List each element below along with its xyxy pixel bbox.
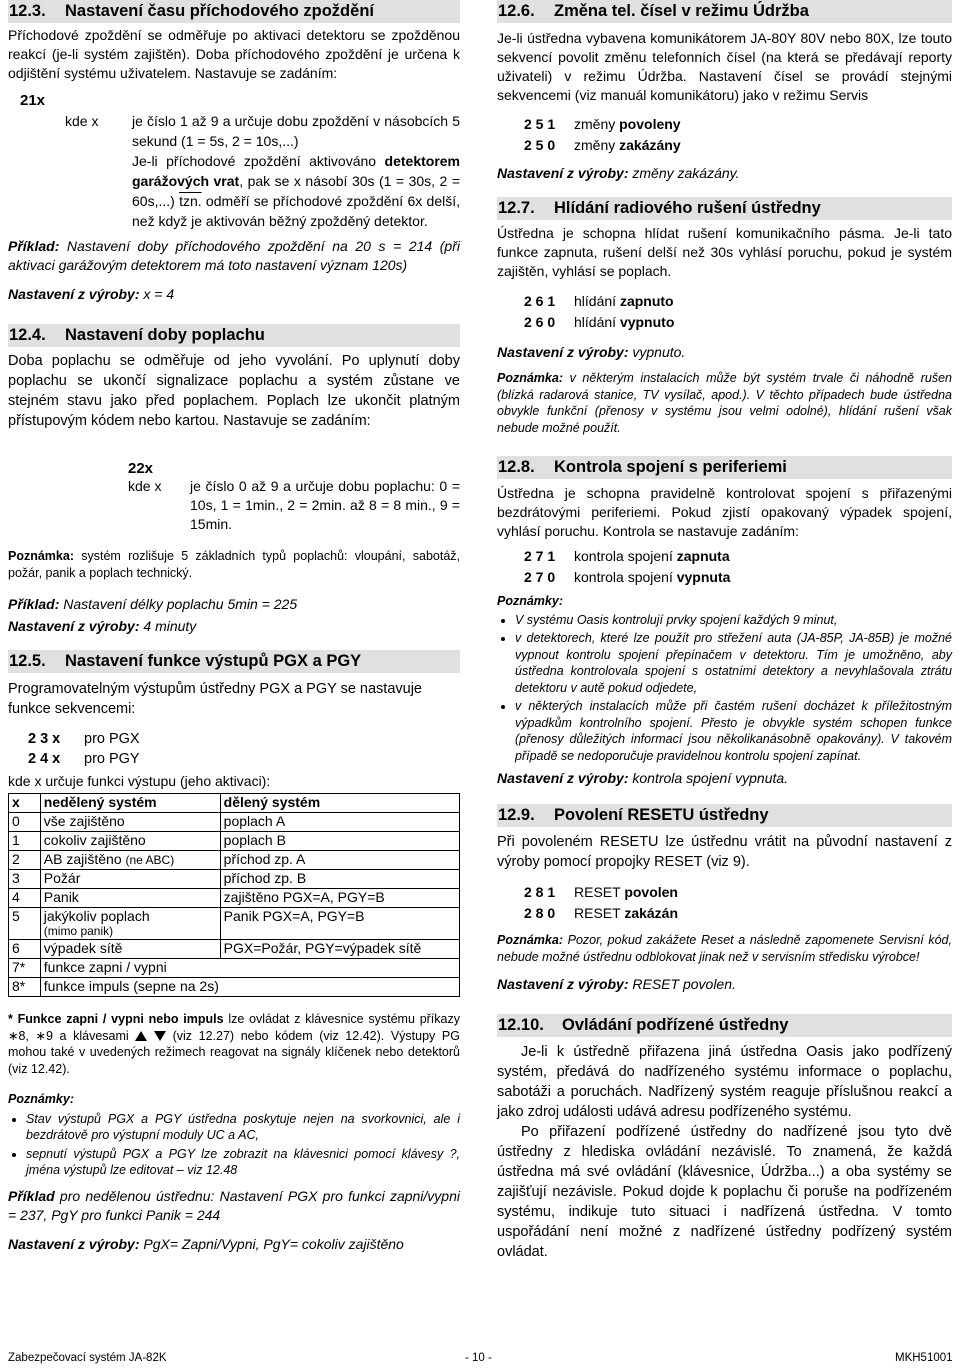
code-value: 2 8 0 [524, 905, 556, 921]
table-cell: funkce zapni / vypni [40, 959, 459, 978]
table-cell: Panik PGX=A, PGY=B [220, 908, 459, 940]
section-12-8-heading [497, 456, 952, 479]
code-desc [574, 903, 678, 924]
section-12-9-codes [524, 882, 952, 924]
section-12-7-factory [497, 343, 952, 362]
section-12-5-factory [8, 1235, 460, 1254]
section-12-10-paragraph-2: Po přiřazení podřízené ústředny do nadřízené jsou tyto dvě ústředny z hlediska ovládání nezávislé. To znamená, že každá ústředna má své ovládání (klávesnice, Údržba...) a oba systémy se zajišťují nezávisle. Pokud dojde k poplachu či poruše na podřízeném systému, indikuje tuto situaci i nadřízená ústředna. V tomto uspořádání není možné z nadřízené ústředny podřízený systém ovládat. [497, 1124, 952, 1260]
star-footnote-bold: * Funkce zapni / vypni nebo impuls [8, 1012, 224, 1026]
section-number: 12.8. [498, 458, 535, 476]
garage-note-part: tzn. [179, 193, 202, 209]
section-12-4-factory [8, 617, 460, 636]
section-12-6-codes [524, 114, 952, 156]
left-column [8, 0, 460, 1254]
table-row [9, 889, 460, 908]
table-cell: vše zajištěno [40, 813, 220, 832]
table-cell: zajištěno PGX=A, PGY=B [220, 889, 459, 908]
list-item: • V systému Oasis kontrolují prvky spojení každých 9 minut, [515, 612, 952, 629]
code-desc-text: změny [574, 137, 620, 153]
code-value: 2 7 0 [524, 569, 556, 585]
section-12-3-heading [8, 0, 460, 23]
cell-small-text: (mimo panik) [43, 924, 114, 938]
code-desc-text: kontrola spojení [574, 548, 677, 564]
table-cell [40, 908, 220, 940]
section-title: Změna tel. čísel v režimu Údržba [554, 2, 809, 20]
table-cell: výpadek sítě [40, 940, 220, 959]
table-row [9, 908, 460, 940]
section-12-9-note [497, 932, 952, 965]
section-title: Ovládání podřízené ústředny [562, 1016, 789, 1034]
section-12-3-definition [8, 111, 460, 231]
section-12-5-heading [8, 650, 460, 673]
section-12-6-intro: Je-li ústředna vybavena komunikátorem JA-80Y 80V nebo 80X, lze touto sekvencí povolit změnu telefonních čísel (na která se předávají reporty uživateli) v režimu Údržba. Nastavení čísel se provádí stejnými sekvencemi (viz manuál komunikátoru) jako v režimu Servis [497, 30, 952, 103]
section-12-3-example [8, 237, 460, 275]
garage-detector-term: detektorem garážových vrat [132, 153, 460, 189]
code-desc-bold: zakázány [619, 137, 681, 153]
example-text: pro nedělenou ústřednu: Nastavení PGX pro funkci zapni/vypni = 237, PgY pro funkci Panik = 244 [8, 1187, 460, 1223]
table-row [9, 940, 460, 959]
garage-note [132, 151, 460, 231]
code-value: 2 5 0 [524, 137, 556, 153]
factory-value: PgX= Zapni/Vypni, PgY= cokoliv zajištěno [139, 1235, 404, 1252]
section-12-7-codes [524, 291, 952, 333]
notes-label: Poznámky: [8, 1092, 74, 1106]
code-value: 2 6 0 [524, 314, 556, 330]
table-cell: příchod zp. A [220, 851, 459, 870]
table-cell: PGX=Požár, PGY=výpadek sítě [220, 940, 459, 959]
code-value: 2 8 1 [524, 884, 556, 900]
code-desc-bold: vypnuta [676, 569, 731, 585]
table-cell: 2 [9, 851, 41, 870]
code-row [524, 882, 952, 903]
code-desc-bold: zakázán [624, 905, 679, 921]
table-row [9, 832, 460, 851]
section-12-4-definition [128, 477, 460, 534]
table-cell: 6 [9, 940, 41, 959]
code-desc-text: změny [574, 116, 620, 132]
factory-label: Nastavení z výroby: [8, 1235, 140, 1252]
section-12-5-example [8, 1187, 460, 1225]
cell-text: AB zajištěno [43, 851, 122, 867]
section-title: Povolení RESETU ústředny [554, 806, 769, 824]
note-text: systém rozlišuje 5 základních typů poplachů: vloupání, sabotáž, požár, panik a poplach technický. [8, 549, 460, 580]
table-header-cell: dělený systém [220, 794, 459, 813]
factory-label: Nastavení z výroby: [497, 344, 629, 360]
section-12-5-intro: Programovatelným výstupům ústředny PGX a PGY se nastavuje funkce sekvencemi: [8, 681, 422, 717]
table-cell: 1 [9, 832, 41, 851]
notes-list [8, 1111, 460, 1179]
section-title: Nastavení funkce výstupů PGX a PGY [65, 652, 362, 670]
section-title: Nastavení času příchodového zpoždění [65, 2, 374, 20]
star-footnote-text: (viz 12.27) nebo kódem (viz 12.42). Výstupy PG mohou také v uvedených režimech reagovat na signály klíčenek nebo detektorů (viz 12.42). [8, 1028, 460, 1076]
arrow-down-icon [154, 1031, 166, 1041]
code-desc [574, 312, 674, 333]
page-number: - 10 - [465, 1352, 492, 1364]
code-desc-bold: povolen [624, 884, 678, 900]
code-row [524, 567, 952, 588]
table-cell: 4 [9, 889, 41, 908]
code-desc-text: RESET [574, 884, 625, 900]
factory-value: 4 minuty [139, 618, 197, 634]
section-12-4-example [8, 595, 460, 614]
note-label: Poznámka: [497, 933, 563, 947]
section-12-4-intro: Doba poplachu se odměřuje od jeho vyvolání. Po uplynutí doby poplachu se ukončí signalizace poplachu a systém zůstane ve stejném stavu jako před poplachem. Poplach lze ukončit platným přístupovým kódem nebo kartou. Nastavuje se zadáním: [8, 353, 460, 429]
code-desc-bold: zapnuto [619, 293, 674, 309]
table-cell: cokoliv zajištěno [40, 832, 220, 851]
section-12-8-factory [497, 769, 952, 788]
cell-text: jakýkoliv poplach [43, 908, 150, 924]
table-row [9, 978, 460, 997]
table-header-cell: x [9, 794, 41, 813]
section-number: 12.9. [498, 806, 535, 824]
factory-value: vypnuto. [628, 344, 686, 360]
table-cell: 3 [9, 870, 41, 889]
table-cell: Požár [40, 870, 220, 889]
code-desc [574, 291, 674, 312]
code-22x: 22x [128, 460, 154, 477]
code-desc-bold: zapnuta [676, 548, 730, 564]
code-21x: 21x [20, 92, 46, 109]
code-desc [574, 546, 730, 567]
note-text: v některým instalacích může být systém trvale či náhodně rušen (blízká radarová stanice, TV vysílač, apod.). V těchto případech bude ústředna obvykle funkční (přenosy v systému jsou velmi odolné), hlídání rušení však nebude možné použít. [497, 371, 952, 435]
table-cell: funkce impuls (sepne na 2s) [40, 978, 459, 997]
star-footnote [8, 1011, 460, 1077]
kde-label: kde x [65, 113, 99, 129]
table-header-cell: nedělený systém [40, 794, 220, 813]
code-desc-bold: vypnuto [619, 314, 675, 330]
code-desc-text: hlídání [574, 314, 620, 330]
code-desc-text: hlídání [574, 293, 620, 309]
factory-value: změny zakázány. [628, 165, 740, 181]
pgy-code-row [28, 749, 460, 769]
code-desc [574, 882, 678, 903]
footer-left: Zabezpečovací systém JA-82K [8, 1352, 167, 1364]
pgx-code: 2 3 x [28, 731, 61, 747]
definition-text: je číslo 0 až 9 a určuje dobu poplachu: 0 = 10s, 1 = 1min., 2 = 2min. až 8 = 8 min., 9 = 15min. [190, 478, 460, 532]
code-desc-bold: povoleny [619, 116, 681, 132]
section-title: Nastavení doby poplachu [65, 326, 265, 344]
notes-label: Poznámky: [497, 594, 563, 608]
section-number: 12.6. [498, 2, 535, 20]
table-cell: příchod zp. B [220, 870, 459, 889]
example-label: Příklad: [8, 596, 60, 612]
section-12-7-note [497, 370, 952, 436]
table-row [9, 813, 460, 832]
section-number: 12.5. [9, 652, 46, 670]
section-12-8-codes [524, 546, 952, 588]
cell-small-text: (ne ABC) [125, 853, 175, 867]
code-value: 2 7 1 [524, 548, 556, 564]
section-12-4-heading [8, 324, 460, 347]
section-number: 12.4. [9, 326, 46, 344]
list-item: • Stav výstupů PGX a PGY ústředna poskytuje nejen na svorkovnici, ale i bezdrátově pro výstupní moduly UC a AC, [26, 1111, 460, 1144]
pg-codes [28, 729, 460, 769]
factory-label: Nastavení z výroby: [8, 286, 140, 302]
code-desc-text: RESET [574, 905, 625, 921]
code-row [524, 546, 952, 567]
table-row [9, 870, 460, 889]
code-row [524, 312, 952, 333]
pgx-code-row [28, 729, 460, 749]
list-item: • v detektorech, které lze použít pro střežení auta (JA-85P, JA-85B) je možné vypnout kontrolu spojení přepínačem v detektoru. Tím je umožněno, aby ústředna kontrolovala spojení s ostatními detektory a nevyhlašovala ztrátu detektoru v autě pokud odjedete, [515, 630, 952, 696]
code-value: 2 6 1 [524, 293, 556, 309]
pgy-code-desc: pro PGY [84, 751, 140, 767]
factory-label: Nastavení z výroby: [497, 770, 629, 786]
arrow-up-icon [135, 1031, 147, 1041]
section-number: 12.10. [498, 1016, 544, 1034]
notes-list [497, 612, 952, 765]
section-12-10-heading [497, 1014, 952, 1037]
section-12-9-intro: Při povoleném RESETU lze ústřednu vrátit na původní nastavení z výroby pomocí propojky RESET (viz 9). [497, 834, 952, 870]
table-cell: poplach B [220, 832, 459, 851]
section-number: 12.7. [498, 199, 535, 217]
star-footnote-text: lze ovládat z klávesnice systému příkazy ∗8, ∗9 a klávesami [8, 1012, 460, 1043]
code-desc-text: kontrola spojení [574, 569, 677, 585]
list-item: • v některých instalacích může při častém rušení docházet k příležitostným výpadkům kontrolního spojení. Přesto je obvykle systém schopen funkce (přenosy důležitých informací jsou několikanásobně opakovány). V takovém případě se nedoporučuje pravidelnou kontrolu spojení zapínat. [515, 698, 952, 764]
factory-label: Nastavení z výroby: [497, 165, 629, 181]
note-text: Pozor, pokud zakážete Reset a následně zapomenete Servisní kód, nebude možné ústřednu odblokovat jinak než v servisním středisku výrobce! [497, 933, 952, 964]
garage-note-part: Je-li příchodové zpoždění aktivováno [132, 153, 385, 169]
section-12-6-factory [497, 164, 952, 183]
factory-value: RESET povolen. [628, 976, 736, 992]
right-column [497, 0, 952, 1262]
section-12-9-factory [497, 975, 952, 994]
factory-value: x = 4 [139, 286, 175, 302]
factory-label: Nastavení z výroby: [8, 618, 140, 634]
code-row [524, 903, 952, 924]
example-text: Nastavení délky poplachu 5min = 225 [59, 596, 298, 612]
footer-right: MKH51001 [895, 1352, 953, 1364]
section-title: Kontrola spojení s periferiemi [554, 458, 787, 476]
section-title: Hlídání radiového rušení ústředny [554, 199, 821, 217]
section-12-8-intro: Ústředna je schopna pravidelně kontrolovat spojení s přiřazenými bezdrátovými periferiemi. Pokud zjistí opakovaný výpadek spojení, vyhlásí poruchu. Kontrola se nastavuje zadáním: [497, 485, 952, 539]
definition-text: je číslo 1 až 9 a určuje dobu zpoždění v násobcích 5 sekund (1 = 5s, 2 = 10s,...) [132, 113, 460, 149]
table-cell: Panik [40, 889, 220, 908]
section-12-3-factory [8, 285, 460, 304]
code-row [524, 114, 952, 135]
note-label: Poznámka: [8, 549, 74, 563]
pgy-code: 2 4 x [28, 751, 61, 767]
section-12-10-paragraph-1: Je-li k ústředně přiřazena jiná ústředna Oasis jako podřízený systém, předává do nadřízeného systému informace o poplachu, sabotáži a poruchách. Nadřízený systém reaguje příslušnou reakcí a jako zdroj události udává adresu podřízeného systému. [497, 1044, 952, 1120]
section-12-7-intro: Ústředna je schopna hlídat rušení komunikačního pásma. Je-li tato funkce zapnuta, rušení delší než 30s vyhlásí poruchu, pokud je systém zajištěn, vyhlásí se poplach. [497, 225, 952, 279]
pg-function-table [8, 793, 460, 997]
example-text: Nastavení doby příchodového zpoždění na 20 s = 214 (při aktivaci garážovým detektorem má toto nastavení význam 120s) [8, 238, 460, 273]
code-desc [574, 567, 730, 588]
garage-note-part: odměří se příchodové zpoždění 6x delší, než když je aktivován běžný zpožděný detektor. [132, 193, 460, 229]
code-desc [574, 135, 681, 156]
table-cell [40, 851, 220, 870]
table-cell: 0 [9, 813, 41, 832]
section-12-6-heading [497, 0, 952, 23]
table-cell: 5 [9, 908, 41, 940]
example-label: Příklad [8, 1187, 55, 1204]
table-cell: poplach A [220, 813, 459, 832]
table-cell: 8* [9, 978, 41, 997]
pgx-code-desc: pro PGX [84, 731, 140, 747]
list-item: • sepnutí výstupů PGX a PGY lze zobrazit na klávesnici pomocí klávesy ?, jména výstupů lze editovat – viz 12.48 [26, 1146, 460, 1179]
table-cell: 7* [9, 959, 41, 978]
section-number: 12.3. [9, 2, 46, 20]
factory-label: Nastavení z výroby: [497, 976, 629, 992]
table-row [9, 851, 460, 870]
factory-value: kontrola spojení vypnuta. [628, 770, 789, 786]
section-12-7-heading [497, 197, 952, 220]
garage-note-part: , pak se x násobí 30s (1 = 30s, 2 = 60s,...) [132, 173, 460, 209]
code-desc [574, 114, 681, 135]
code-row [524, 291, 952, 312]
note-label: Poznámka: [497, 371, 563, 385]
example-label: Příklad: [8, 238, 60, 254]
code-row [524, 135, 952, 156]
kde-line: kde x určuje funkci výstupu (jeho aktivaci): [8, 773, 271, 789]
table-row [9, 959, 460, 978]
section-12-3-intro: Příchodové zpoždění se odměřuje po aktivaci detektoru se zpožděnou reakcí (je-li systém zajištěn). Doba příchodového zpoždění je určena k odjištění systému uživatelem. Nastavuje se zadáním: [8, 27, 460, 81]
table-header-row [9, 794, 460, 813]
code-value: 2 5 1 [524, 116, 556, 132]
section-12-4-note [8, 548, 460, 581]
kde-label: kde x [128, 478, 162, 494]
section-12-9-heading [497, 804, 952, 827]
